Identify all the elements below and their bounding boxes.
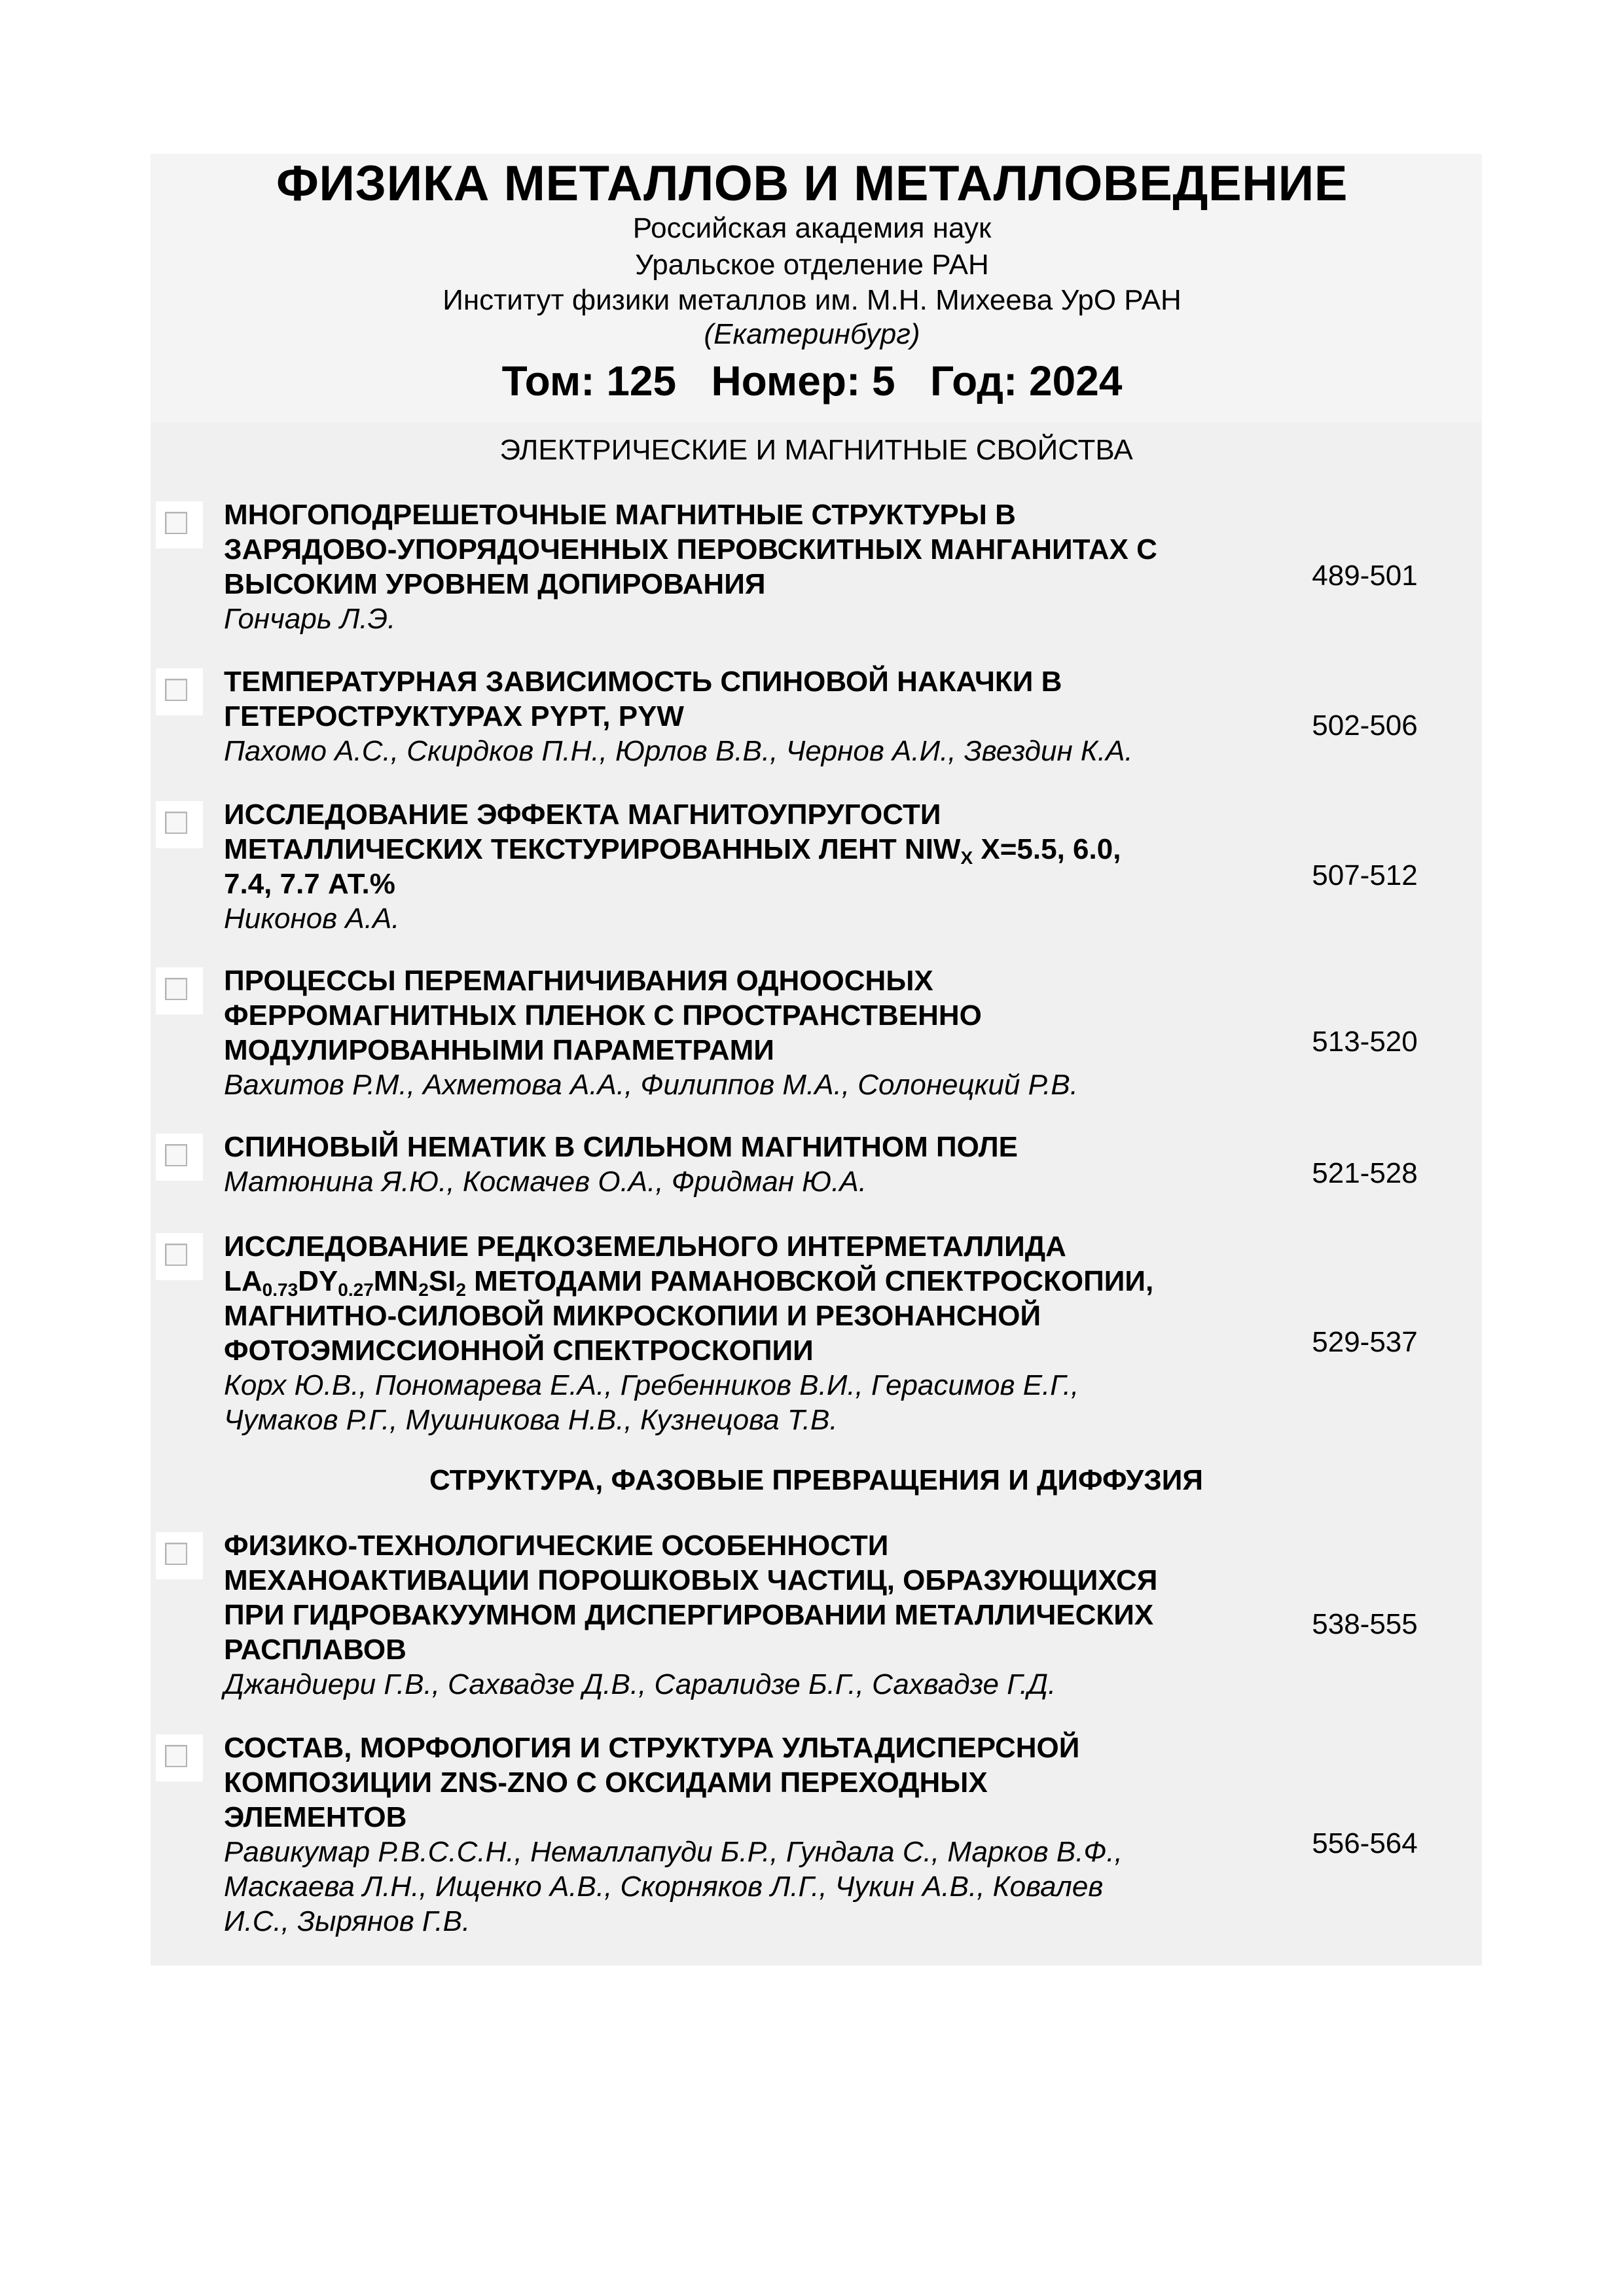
journal-org-institute: Институт физики металлов им. М.Н. Михеева УрО РАН — [442, 284, 1182, 316]
select-checkbox[interactable] — [156, 801, 203, 848]
article-title[interactable]: ИССЛЕДОВАНИЕ РЕДКОЗЕМЕЛЬНОГО ИНТЕРМЕТАЛЛИДА $LA_{0.73}DY_{0.27}MN_2SI_2$ МЕТОДАМИ РАМАНОВСКОЙ СПЕКТРОСКОПИИ, МАГНИТНО-СИЛОВОЙ МИКРОСКОПИИ И РЕЗОНАНСНОЙ ФОТОЭМИССИОННОЙ СПЕКТРОСКОПИИ — [224, 1230, 1154, 1367]
article-title[interactable]: ФИЗИКО-ТЕХНОЛОГИЧЕСКИЕ ОСОБЕННОСТИ МЕХАНОАКТИВАЦИИ ПОРОШКОВЫХ ЧАСТИЦ, ОБРАЗУЮЩИХСЯ ПРИ ГИДРОВАКУУМНОМ ДИСПЕРГИРОВАНИИ МЕТАЛЛИЧЕСКИХ РАСПЛАВОВ — [224, 1530, 1158, 1666]
article-pages: 489-501 — [1312, 560, 1418, 592]
article-authors: Никонов А.А. — [224, 903, 400, 935]
journal-org-academy: Российская академия наук — [632, 212, 992, 244]
issue-info: Том: 125 Номер: 5 Год: 2024 — [501, 357, 1123, 404]
article-authors: Равикумар Р.В.С.С.Н., Немаллапуди Б.Р., Гундала С., Марков В.Ф., Маскаева Л.Н., Ищенко А.В., Скорняков Л.Г., Чукин А.В., Ковалев И.С., Зырянов Г.В. — [224, 1836, 1123, 1937]
article-title[interactable]: МНОГОПОДРЕШЕТОЧНЫЕ МАГНИТНЫЕ СТРУКТУРЫ В ЗАРЯДОВО-УПОРЯДОЧЕННЫХ ПЕРОВСКИТНЫХ МАНГАНИТАХ С ВЫСОКИМ УРОВНЕМ ДОПИРОВАНИЯ — [224, 499, 1157, 600]
article-authors: Пахомо А.С., Скирдков П.Н., Юрлов В.В., Чернов А.И., Звездин К.А. — [224, 735, 1133, 767]
article-pages: 502-506 — [1312, 709, 1418, 742]
article-title[interactable]: ТЕМПЕРАТУРНАЯ ЗАВИСИМОСТЬ СПИНОВОЙ НАКАЧКИ В ГЕТЕРОСТРУКТУРАХ PYPT, PYW — [224, 666, 1062, 732]
journal-city: (Екатеринбург) — [704, 318, 920, 350]
article-pages: 556-564 — [1312, 1827, 1418, 1859]
section-heading-structure-diffusion: СТРУКТУРА, ФАЗОВЫЕ ПРЕВРАЩЕНИЯ И ДИФФУЗИЯ — [429, 1464, 1204, 1496]
select-checkbox[interactable] — [156, 967, 203, 1014]
article-authors: Корх Ю.В., Пономарева Е.А., Гребенников В.И., Герасимов Е.Г., Чумаков Р.Г., Мушникова Н.В., Кузнецова Т.В. — [224, 1369, 1079, 1436]
select-checkbox[interactable] — [156, 1532, 203, 1579]
section-heading-electric-magnetic: ЭЛЕКТРИЧЕСКИЕ И МАГНИТНЫЕ СВОЙСТВА — [499, 434, 1133, 466]
select-checkbox[interactable] — [156, 501, 203, 548]
article-pages: 507-512 — [1312, 859, 1418, 891]
article-authors: Джандиери Г.В., Сахвадзе Д.В., Саралидзе Б.Г., Сахвадзе Г.Д. — [224, 1668, 1056, 1700]
article-pages: 513-520 — [1312, 1026, 1418, 1058]
select-checkbox[interactable] — [156, 1233, 203, 1280]
journal-org-branch: Уральское отделение РАН — [635, 249, 989, 281]
select-checkbox[interactable] — [156, 1134, 203, 1181]
article-authors: Матюнина Я.Ю., Космачев О.А., Фридман Ю.А. — [224, 1166, 867, 1198]
article-pages: 529-537 — [1312, 1326, 1418, 1358]
article-authors: Гончарь Л.Э. — [224, 603, 396, 635]
article-title[interactable]: ИССЛЕДОВАНИЕ ЭФФЕКТА МАГНИТОУПРУГОСТИ МЕТАЛЛИЧЕСКИХ ТЕКСТУРИРОВАННЫХ ЛЕНТ $NIW_X$ X=5.5, 6.0, 7.4, 7.7 АТ.% — [224, 798, 1121, 900]
article-title[interactable]: СОСТАВ, МОРФОЛОГИЯ И СТРУКТУРА УЛЬТАДИСПЕРСНОЙ КОМПОЗИЦИИ ZNS-ZNO С ОКСИДАМИ ПЕРЕХОДНЫХ ЭЛЕМЕНТОВ — [224, 1732, 1080, 1833]
select-checkbox[interactable] — [156, 1734, 203, 1782]
article-pages: 521-528 — [1312, 1157, 1418, 1189]
article-title[interactable]: СПИНОВЫЙ НЕМАТИК В СИЛЬНОМ МАГНИТНОМ ПОЛЕ — [224, 1131, 1018, 1163]
select-checkbox[interactable] — [156, 668, 203, 715]
journal-title: ФИЗИКА МЕТАЛЛОВ И МЕТАЛЛОВЕДЕНИЕ — [276, 156, 1348, 211]
article-title[interactable]: ПРОЦЕССЫ ПЕРЕМАГНИЧИВАНИЯ ОДНООСНЫХ ФЕРРОМАГНИТНЫХ ПЛЕНОК С ПРОСТРАНСТВЕННО МОДУЛИРОВАННЫМИ ПАРАМЕТРАМИ — [224, 965, 982, 1066]
article-authors: Вахитов Р.М., Ахметова А.А., Филиппов М.А., Солонецкий Р.В. — [224, 1069, 1078, 1101]
article-pages: 538-555 — [1312, 1608, 1418, 1640]
